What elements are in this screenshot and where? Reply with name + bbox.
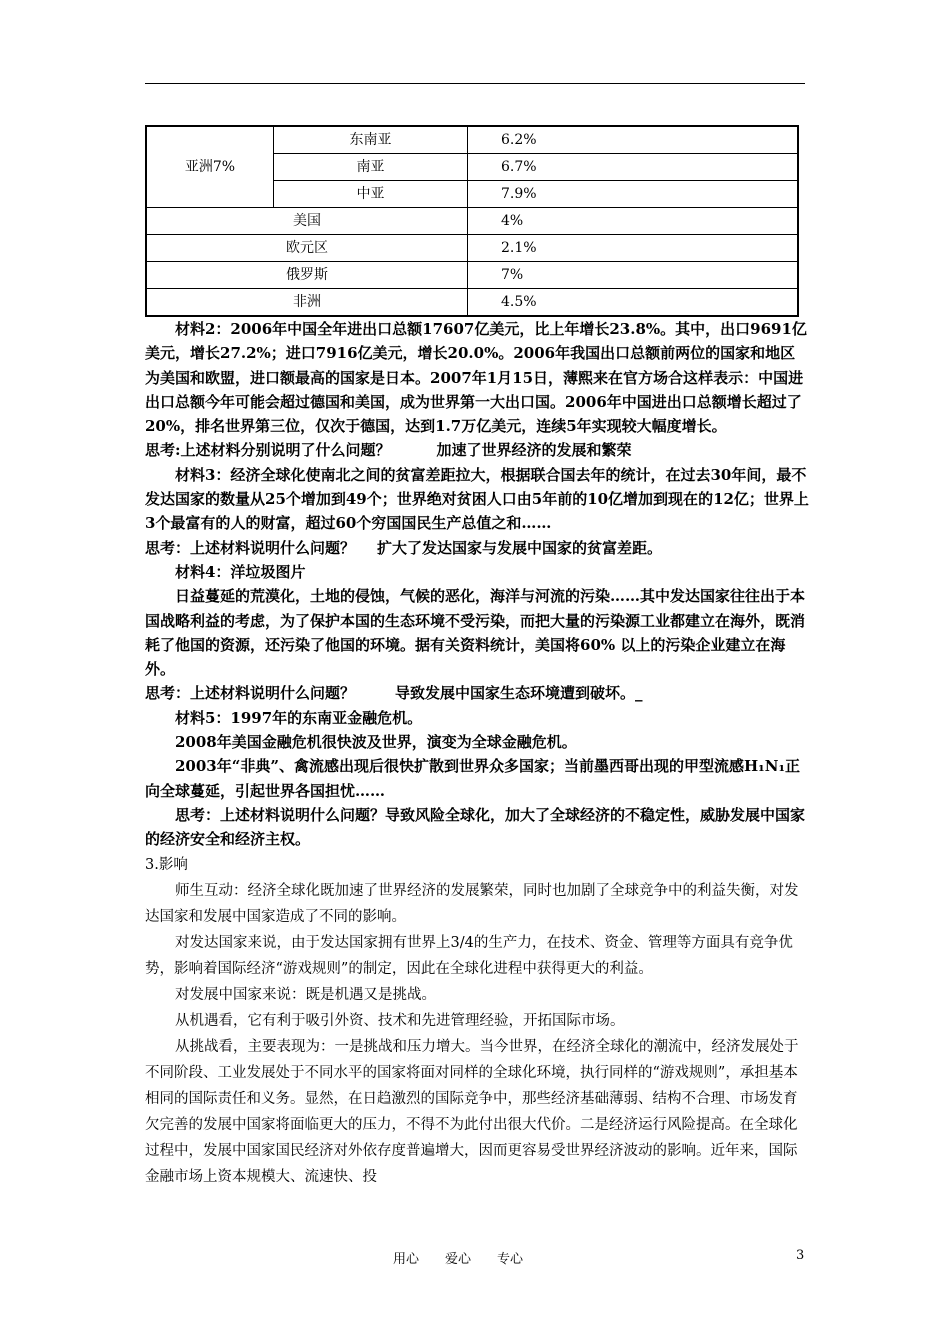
- material-5-paragraph-2: 2003年“非典”、禽流感出现后很快扩散到世界众多国家；当前墨西哥出现的甲型流感H₁N₁正向全球蔓延，引起世界各国担忧……: [145, 757, 801, 800]
- table-row: [146, 126, 798, 154]
- material-3-paragraph: 材料3：经济全球化使南北之间的贫富差距拉大，根据联合国去年的统计，在过去30年间，最不发达国家的数量从25个增加到49个；世界绝对贫困人口由5年前的10亿增加到现在的12亿；世界上3个最富有的人的财富，超过60个穷国国民生产总值之和……: [145, 465, 809, 533]
- table-row: [146, 235, 798, 262]
- region-cell: 俄罗斯: [146, 262, 468, 289]
- value-cell: 2.1%: [468, 235, 799, 262]
- region-cell: 非洲: [146, 289, 468, 317]
- value-cell: 4.5%: [468, 289, 799, 317]
- footer-motto: [393, 1248, 549, 1267]
- material-4-title: 材料4：洋垃圾图片: [175, 562, 306, 581]
- footer-motto-word: 专心: [497, 1252, 524, 1267]
- table-row: [146, 262, 798, 289]
- region-cell: 美国: [146, 208, 468, 235]
- page-number: 3: [796, 1248, 805, 1263]
- question-3-prompt: 思考：上述材料说明什么问题？: [145, 684, 356, 703]
- material-5-paragraph-1: 2008年美国金融危机很快波及世界，演变为全球金融危机。: [175, 733, 577, 752]
- value-cell: 7.9%: [468, 181, 799, 208]
- region-cell: 欧元区: [146, 235, 468, 262]
- question-1-answer: 加速了世界经济的发展和繁荣: [436, 441, 632, 460]
- impact-paragraph-5: 从挑战看，主要表现为：一是挑战和压力增大。当今世界，在经济全球化的潮流中，经济发展处于不同阶段、工业发展处于不同水平的国家将面对同样的全球化环境，执行同样的“游戏规则”，承担基本相同的国际责任和义务。显然，在日趋激烈的国际竞争中，那些经济基础薄弱、结构不合理、市场发育欠完善的发展中国家将面临更大的压力，不得不为此付出很大代价。二是经济运行风险提高。在全球化过程中，发展中国家国民经济对外依存度普遍增大，因而更容易受世界经济波动的影响。近年来，国际金融市场上资本规模大、流速快、投: [145, 1038, 799, 1185]
- header-rule: [145, 83, 805, 84]
- footer-motto-word: 用心: [393, 1252, 420, 1267]
- value-cell: 6.2%: [468, 126, 799, 154]
- question-1-prompt: 思考:上述材料分别说明了什么问题？: [145, 441, 391, 460]
- question-2: [145, 536, 809, 560]
- table-row: [146, 208, 798, 235]
- material-2-paragraph: 材料2：2006年中国全年进出口总额17607亿美元，比上年增长23.8%。其中，出口9691亿美元，增长27.2%；进口7916亿美元，增长20.0%。2006年我国出口总额前两位的国家和地区为美国和欧盟，进口额最高的国家是日本。2007年1月15日，薄熙来在官方场合这样表示：中国进出口总额今年可能会超过德国和美国，成为世界第一大出口国。2006年中国进出口总额增长超过了20%，排名世界第三位，仅次于德国，达到1.7万亿美元，连续5年实现较大幅度增长。: [145, 320, 807, 436]
- question-1: [145, 438, 809, 462]
- material-5-title: 材料5：1997年的东南亚金融危机。: [175, 708, 423, 727]
- footer-motto-word: 爱心: [445, 1252, 472, 1267]
- section-heading: 3.影响: [145, 856, 188, 873]
- region-cell: 南亚: [274, 154, 468, 181]
- impact-paragraph-1: 师生互动：经济全球化既加速了世界经济的发展繁荣，同时也加剧了全球竞争中的利益失衡，对发达国家和发展中国家造成了不同的影响。: [145, 882, 799, 925]
- question-3-answer: 导致发展中国家生态环境遭到破坏。_: [395, 684, 643, 703]
- growth-rate-table: [145, 125, 799, 317]
- region-cell: 中亚: [274, 181, 468, 208]
- value-cell: 6.7%: [468, 154, 799, 181]
- question-3: [145, 681, 809, 705]
- question-2-answer: 扩大了发达国家与发展中国家的贫富差距。: [377, 538, 663, 557]
- question-4: 思考：上述材料说明什么问题？导致风险全球化，加大了全球经济的不稳定性，威胁发展中国家的经济安全和经济主权。: [145, 805, 806, 849]
- document-body: [145, 317, 809, 1190]
- asia-label-cell: 亚洲7%: [146, 126, 274, 208]
- impact-paragraph-2: 对发达国家来说，由于发达国家拥有世界上3/4的生产力，在技术、资金、管理等方面具有竞争优势，影响着国际经济“游戏规则”的制定，因此在全球化进程中获得更大的利益。: [145, 934, 793, 977]
- question-2-prompt: 思考：上述材料说明什么问题？: [145, 538, 356, 557]
- material-4-paragraph: 日益蔓延的荒漠化，土地的侵蚀，气候的恶化，海洋与河流的污染……其中发达国家往往出于本国战略利益的考虑，为了保护本国的生态环境不受污染，而把大量的污染源工业都建立在海外，既消耗了他国的资源，还污染了他国的环境。据有关资料统计，美国将60% 以上的污染企业建立在海外。: [145, 587, 806, 679]
- region-cell: 东南亚: [274, 126, 468, 154]
- value-cell: 7%: [468, 262, 799, 289]
- impact-paragraph-4: 从机遇看，它有利于吸引外资、技术和先进管理经验，开拓国际市场。: [175, 1012, 625, 1029]
- value-cell: 4%: [468, 208, 799, 235]
- impact-paragraph-3: 对发展中国家来说：既是机遇又是挑战。: [175, 986, 436, 1003]
- table-row: [146, 289, 798, 317]
